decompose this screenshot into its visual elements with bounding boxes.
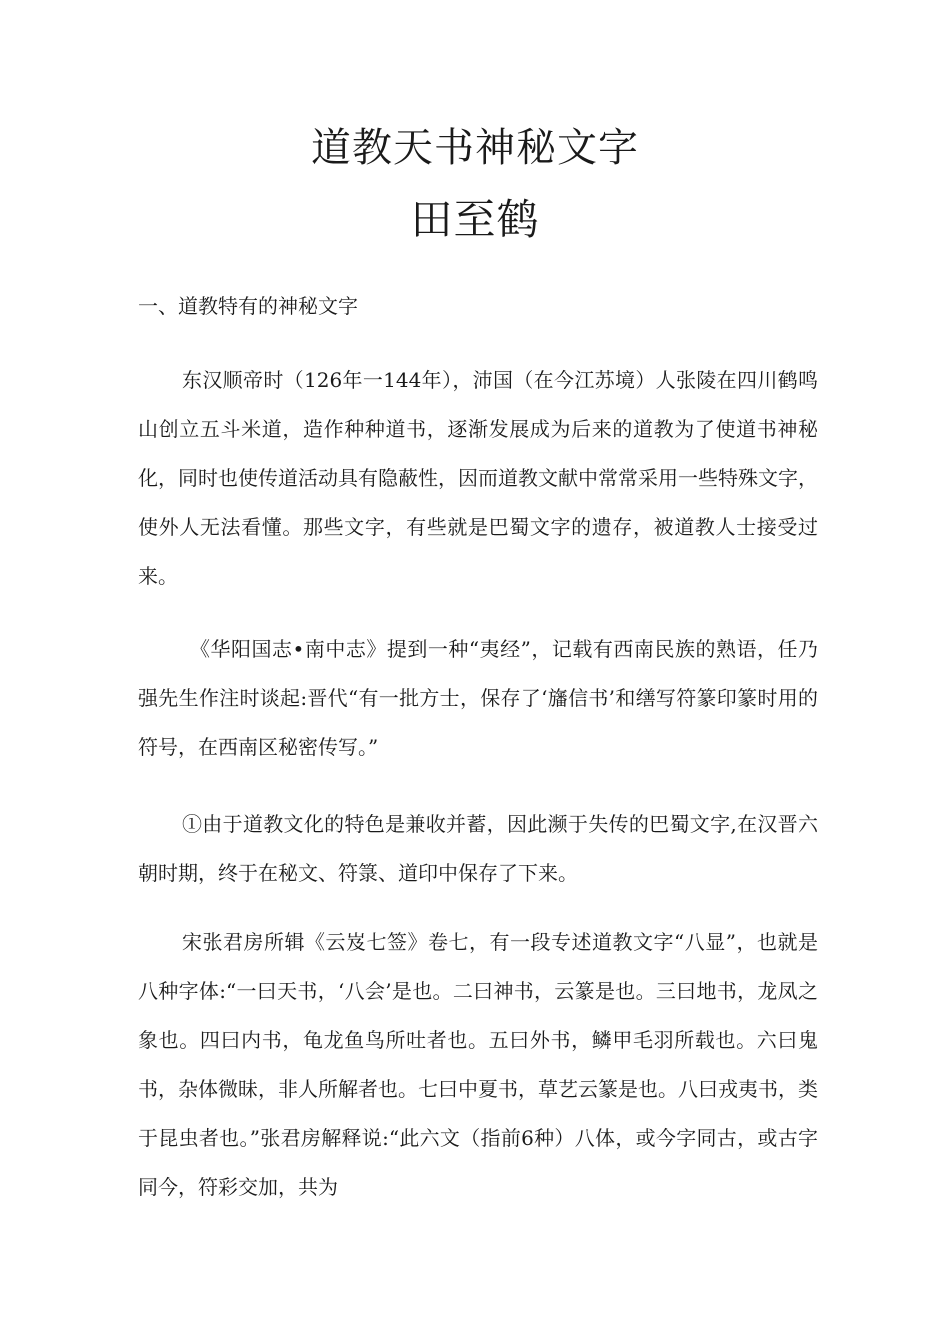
- paragraph: ①由于道教文化的特色是兼收并蓄，因此濒于失传的巴蜀文字,在汉晋六朝时期，终于在秘文、符箓、道印中保存了下来。: [138, 812, 818, 885]
- paragraph: 宋张君房所辑《云岌七签》卷七，有一段专述道教文字“八显”，也就是八种字体:“一曰天书，‘八会’是也。二曰神书，云篆是也。三曰地书，龙凤之象也。四曰内书，龟龙鱼鸟所吐者也。五曰外书，鳞甲毛羽所载也。六曰鬼书，杂体微昧，非人所解者也。七曰中夏书，草艺云篆是也。八曰戎夷书，类于昆虫者也。”张君房解释说:“此六文（指前6种）八体，或今字同古，或古字同今，符彩交加，共为: [138, 930, 818, 1199]
- section-heading: 一、道教特有的神秘文字: [138, 294, 358, 318]
- document-title: 道教天书神秘文字: [311, 125, 639, 171]
- document-author: 田至鹤: [410, 195, 540, 244]
- paragraph: 东汉顺帝时（126年一144年），沛国（在今江苏境）人张陵在四川鹤鸣山创立五斗米道，造作种种道书，逐渐发展成为后来的道教为了使道书神秘化，同时也使传道活动具有隐蔽性，因而道教文献中常常采用一些特殊文字，使外人无法看懂。那些文字，有些就是巴蜀文字的遗存，被道教人士接受过来。: [138, 368, 818, 588]
- paragraph: 《华阳国志•南中志》提到一种“夷经”，记载有西南民族的熟语，任乃强先生作注时谈起:晋代“有一批方士，保存了‘旛信书’和缮写符篆印篆时用的符号，在西南区秘密传写。”: [138, 637, 818, 759]
